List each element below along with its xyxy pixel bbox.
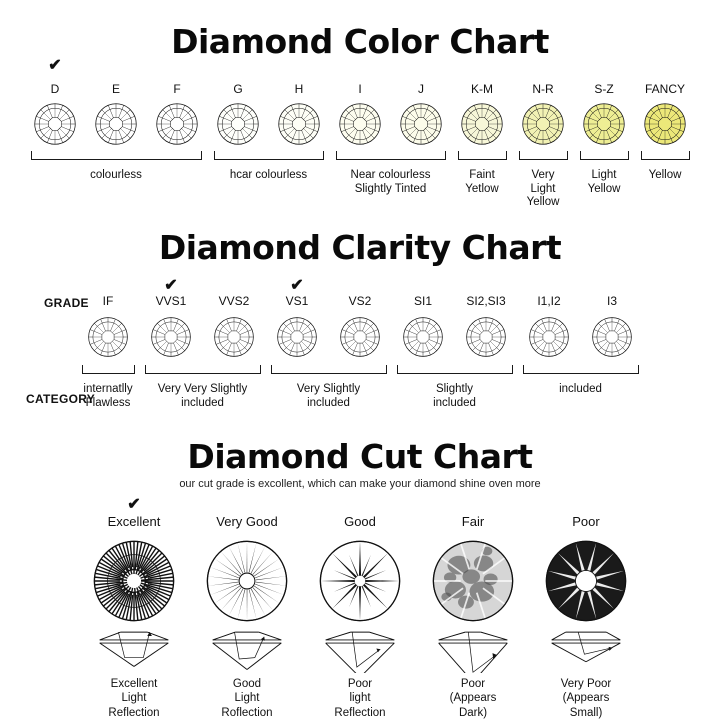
clarity-grade-gem <box>518 315 581 359</box>
diamond-icon <box>215 101 261 147</box>
color-selected-checkmark-icon: ✔ <box>48 57 62 74</box>
diamond-icon <box>398 101 444 147</box>
clarity-grade-label: VS2 <box>348 294 372 308</box>
clarity-check-placeholder <box>329 281 392 295</box>
clarity-category-bracket <box>397 365 513 374</box>
cut-grade-description: Poor light Reflection <box>334 678 386 719</box>
color-group-bracket <box>31 151 202 160</box>
color-group-label: Light Yellow <box>587 168 621 195</box>
cut-check-placeholder <box>304 500 417 514</box>
cut-check-placeholder <box>530 500 643 514</box>
cut-grade-label-row <box>0 514 720 533</box>
clarity-category-label: Very Slightly included <box>296 382 361 409</box>
color-gem-row <box>0 101 720 147</box>
clarity-category-bracket <box>271 365 387 374</box>
clarity-grade-label-row <box>0 295 720 309</box>
cut-check-placeholder <box>191 500 304 514</box>
clarity-grade-label: VVS1 <box>155 294 187 308</box>
clarity-category-label: Very Very Slightly included <box>157 382 248 409</box>
clarity-selected-checkmark-icon: ✔ <box>164 277 178 294</box>
cut-grade-label: Poor <box>572 514 600 529</box>
color-check-placeholder <box>452 61 513 75</box>
clarity-category-bracket <box>82 365 135 374</box>
color-grade-gem <box>635 101 696 147</box>
color-group-bracket <box>336 151 446 160</box>
diamond-profile-light-path-icon <box>95 629 173 671</box>
color-grade-label: D <box>50 82 60 96</box>
diamond-icon <box>459 101 505 147</box>
diamond-brilliance-icon <box>90 537 178 625</box>
clarity-grade-label: I3 <box>606 294 617 308</box>
cut-grade-description: Very Poor (Appears Small) <box>560 678 612 719</box>
color-grade-gem <box>147 101 208 147</box>
diamond-icon <box>590 315 634 359</box>
color-group-bracket <box>458 151 507 160</box>
diamond-profile-light-path-icon <box>434 629 512 671</box>
diamond-icon <box>642 101 688 147</box>
cut-check-placeholder <box>417 500 530 514</box>
clarity-gem-row <box>0 315 720 359</box>
clarity-check-row <box>0 277 720 295</box>
cut-grade-column <box>417 537 530 720</box>
color-grade-gem <box>513 101 574 147</box>
color-grade-gem <box>330 101 391 147</box>
diamond-icon <box>527 315 571 359</box>
clarity-grade-gem <box>77 315 140 359</box>
clarity-category-label-row <box>0 381 720 431</box>
color-check-placeholder <box>513 61 574 75</box>
diamond-icon <box>337 101 383 147</box>
cut-grade-description: Poor (Appears Dark) <box>449 678 497 719</box>
color-grade-label: J <box>418 82 424 96</box>
diamond-icon <box>275 315 319 359</box>
color-grade-gem <box>574 101 635 147</box>
diamond-profile-light-path-icon <box>547 629 625 671</box>
color-bracket-row <box>0 151 720 167</box>
color-grade-label: I <box>358 82 362 96</box>
clarity-grade-gem <box>203 315 266 359</box>
color-group-label-row <box>0 167 720 217</box>
diamond-icon <box>154 101 200 147</box>
cut-grade-description: Excellent Light Reflection <box>108 678 160 719</box>
color-check-row <box>0 57 720 75</box>
diamond-brilliance-icon <box>429 537 517 625</box>
cut-grade-label: Very Good <box>216 514 278 529</box>
color-grade-label: K-M <box>471 82 493 96</box>
clarity-grade-label: IF <box>102 294 114 308</box>
clarity-grade-gem <box>455 315 518 359</box>
clarity-grade-label: SI2,SI3 <box>466 294 506 308</box>
diamond-icon <box>149 315 193 359</box>
clarity-category-label: internatlly Flawless <box>83 382 133 409</box>
color-group-label: Yellow <box>648 168 682 181</box>
color-check-placeholder <box>269 61 330 75</box>
color-grade-gem <box>452 101 513 147</box>
clarity-check-placeholder <box>77 281 140 295</box>
diamond-icon <box>212 315 256 359</box>
color-grade-gem <box>208 101 269 147</box>
color-grade-label: E <box>111 82 120 96</box>
diamond-brilliance-icon <box>542 537 630 625</box>
color-grade-gem <box>269 101 330 147</box>
diamond-icon <box>276 101 322 147</box>
diamond-icon <box>520 101 566 147</box>
diamond-brilliance-icon <box>203 537 291 625</box>
color-group-bracket <box>519 151 568 160</box>
diamond-brilliance-icon <box>316 537 404 625</box>
color-group-bracket <box>214 151 324 160</box>
color-grade-label: F <box>173 82 181 96</box>
color-grade-label: FANCY <box>644 82 685 96</box>
diamond-profile-light-path-icon <box>208 629 286 671</box>
clarity-check-placeholder <box>518 281 581 295</box>
diamond-icon <box>464 315 508 359</box>
clarity-grade-label: I1,I2 <box>537 294 561 308</box>
clarity-check-placeholder <box>581 281 644 295</box>
clarity-grade-label: SI1 <box>413 294 432 308</box>
diamond-clarity-chart-section <box>0 228 720 431</box>
cut-selected-checkmark-icon: ✔ <box>127 496 141 513</box>
diamond-icon <box>401 315 445 359</box>
clarity-bracket-row <box>0 365 720 381</box>
diamond-profile-light-path-icon <box>321 629 399 671</box>
cut-grade-column <box>304 537 417 720</box>
color-grade-label: N-R <box>532 82 554 96</box>
color-group-bracket <box>580 151 629 160</box>
clarity-grade-row-label: GRADE <box>44 296 89 310</box>
color-grade-gem <box>86 101 147 147</box>
color-group-label: hcar colourless <box>229 168 308 181</box>
cut-chart-title: Diamond Cut Chart <box>187 437 533 476</box>
clarity-grade-gem <box>581 315 644 359</box>
clarity-category-bracket <box>523 365 639 374</box>
cut-grade-column <box>78 537 191 720</box>
cut-gem-row <box>0 537 720 720</box>
diamond-color-chart-section <box>0 22 720 217</box>
color-check-placeholder <box>635 61 696 75</box>
color-group-label: Faint Yetlow <box>465 168 499 195</box>
color-group-bracket <box>641 151 690 160</box>
cut-grade-column <box>191 537 304 720</box>
cut-grade-column <box>530 537 643 720</box>
clarity-category-bracket <box>145 365 261 374</box>
clarity-grade-gem <box>329 315 392 359</box>
clarity-grade-label: VVS2 <box>218 294 250 308</box>
color-check-placeholder <box>147 61 208 75</box>
color-check-placeholder <box>208 61 269 75</box>
diamond-icon <box>86 315 130 359</box>
color-grade-gem <box>391 101 452 147</box>
color-grade-label: S-Z <box>594 82 614 96</box>
clarity-selected-checkmark-icon: ✔ <box>290 277 304 294</box>
diamond-icon <box>93 101 139 147</box>
diamond-icon <box>32 101 78 147</box>
diamond-icon <box>338 315 382 359</box>
color-grade-label-row <box>0 83 720 97</box>
clarity-check-placeholder <box>455 281 518 295</box>
color-grade-label: G <box>233 82 243 96</box>
diamond-cut-chart-section <box>0 437 720 720</box>
cut-grade-label: Good <box>344 514 376 529</box>
clarity-category-row-label: CATEGORY <box>26 392 96 406</box>
cut-chart-subtitle: our cut grade is excollent, which can make your diamond shine oven more <box>179 478 541 490</box>
cut-check-row <box>0 496 720 514</box>
diamond-icon <box>581 101 627 147</box>
cut-grade-label: Excellent <box>107 514 161 529</box>
color-check-placeholder <box>574 61 635 75</box>
color-grade-label: H <box>294 82 304 96</box>
clarity-check-placeholder <box>203 281 266 295</box>
clarity-grade-gem <box>266 315 329 359</box>
cut-grade-description: Good Light Roflection <box>221 678 273 719</box>
color-group-label: Near colourless Slightly Tinted <box>350 168 431 195</box>
color-grade-gem <box>25 101 86 147</box>
color-group-label: Very Light Yellow <box>526 168 560 209</box>
color-chart-title: Diamond Color Chart <box>171 22 549 61</box>
color-group-label: colourless <box>90 168 142 181</box>
clarity-check-placeholder <box>392 281 455 295</box>
clarity-grade-gem <box>392 315 455 359</box>
cut-grade-label: Fair <box>461 514 485 529</box>
clarity-chart-title: Diamond Clarity Chart <box>158 228 562 267</box>
color-check-placeholder <box>391 61 452 75</box>
clarity-category-label: Slightly included <box>433 382 476 409</box>
color-check-placeholder <box>330 61 391 75</box>
clarity-grade-label: VS1 <box>285 294 309 308</box>
color-check-placeholder <box>86 61 147 75</box>
clarity-grade-gem <box>140 315 203 359</box>
clarity-category-label: included <box>559 382 602 395</box>
